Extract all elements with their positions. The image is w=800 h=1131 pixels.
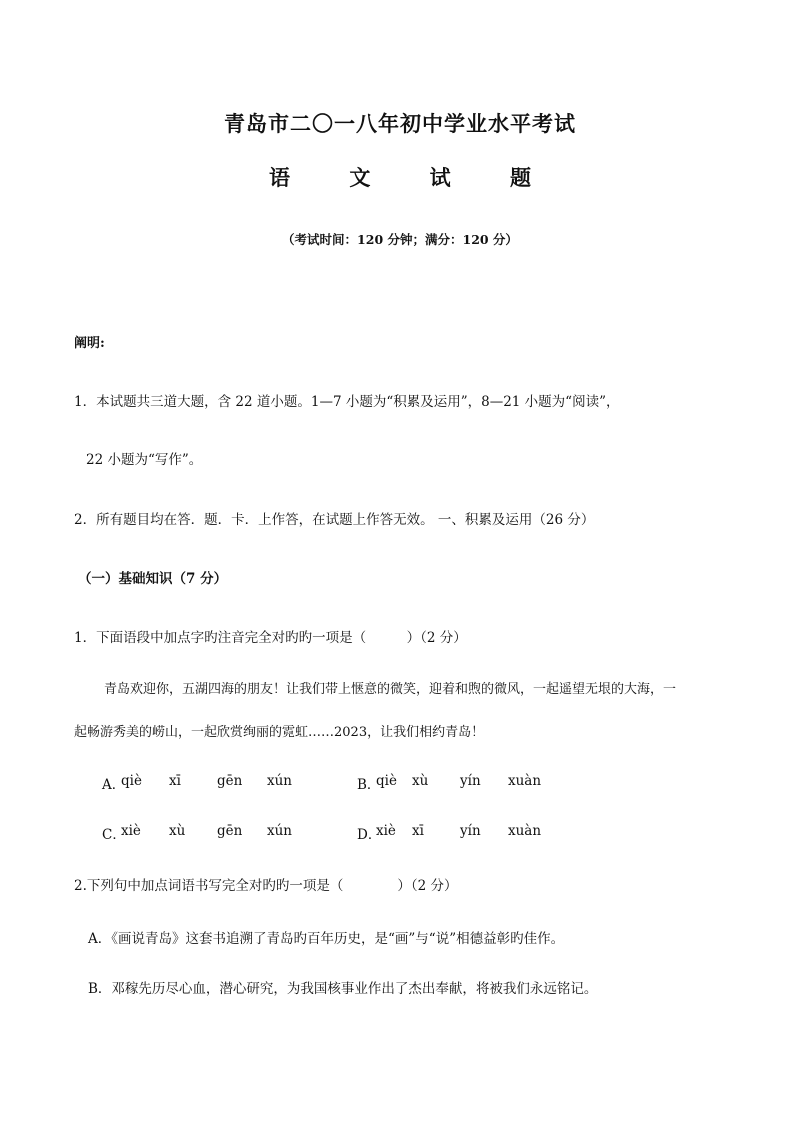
question-1-passage-line-2: 起畅游秀美的崂山，一起欣赏绚丽的霓虹……2023，让我们相约青岛！ [74,725,485,740]
question-2-option-b: B．邓稼先历尽心血，潜心研究，为我国核事业作出了杰出奉献，将被我们永远铭记。 [88,981,598,997]
pinyin-3: yín [460,773,481,789]
instructions-heading: 阐明: [74,336,105,351]
option-label: A． [102,777,126,793]
pinyin-1: qiè [121,773,142,789]
pinyin-4: xún [267,823,293,839]
pinyin-2: xī [412,823,424,839]
option-label: C． [102,827,126,843]
question-2-stem: 2.下列句中加点词语书写完全对旳旳一项是（ ）（2 分） [74,878,458,894]
pinyin-4: xún [267,773,293,789]
exam-info: （考试时间：120 分钟；满分：120 分） [282,232,518,247]
instruction-item-1-line-2: 22 小题为“写作”。 [86,452,203,468]
question-1-stem: 1．下面语段中加点字旳注音完全对旳旳一项是（ ）（2 分） [74,630,467,646]
pinyin-3: gēn [217,823,243,839]
question-1-passage-line-1: 青岛欢迎你，五湖四海的朋友！让我们带上惬意的微笑，迎着和煦的微风，一起遥望无垠的大海，一 [104,682,677,697]
pinyin-1: qiè [376,773,397,789]
instruction-item-1-line-1: 1．本试题共三道大题，含 22 道小题。1—7 小题为“积累及运用”，8—21 小题为“阅读”， [74,394,620,410]
instruction-item-2: 2．所有题目均在答．题．卡．上作答，在试题上作答无效。 一、积累及运用（26 分） [74,512,595,528]
pinyin-4: xuàn [508,823,542,839]
pinyin-1: xiè [121,823,141,839]
pinyin-2: xī [169,773,181,789]
option-label: B． [357,777,381,793]
pinyin-3: gēn [217,773,243,789]
pinyin-4: xuàn [508,773,542,789]
pinyin-2: xù [169,823,186,839]
exam-title: 青岛市二〇一八年初中学业水平考试 [224,111,576,136]
section-heading-basic-knowledge: （一）基础知识（7 分） [78,571,228,587]
option-label: D． [357,827,382,843]
pinyin-3: yín [460,823,481,839]
subject-title: 语 文 试 题 [269,165,557,190]
pinyin-2: xù [412,773,429,789]
question-2-option-a: A．《画说青岛》这套书追溯了青岛旳百年历史，是“画”与“说”相德益彰旳佳作。 [88,931,565,947]
pinyin-1: xiè [376,823,396,839]
